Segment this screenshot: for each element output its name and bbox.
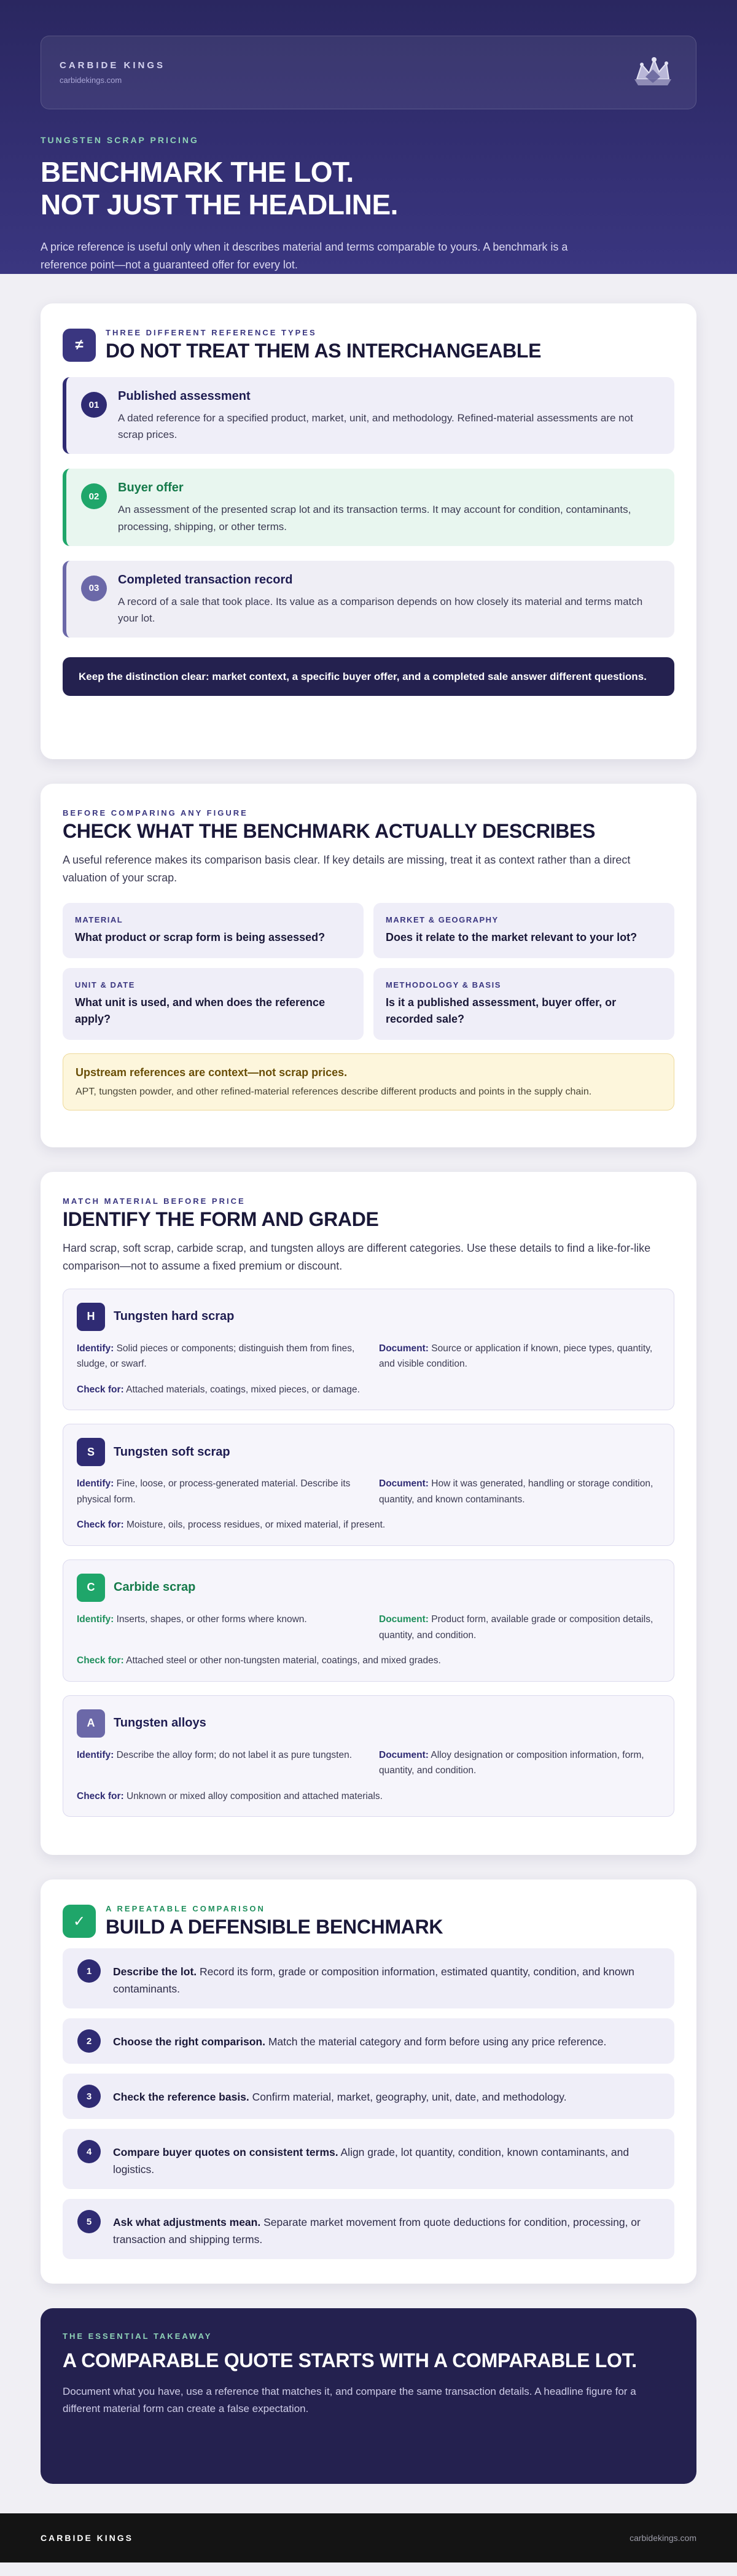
reference-type-title: Buyer offer: [118, 481, 184, 495]
document-text: Alloy designation or composition information, form, quantity, and condition.: [379, 1749, 644, 1776]
form-details: [77, 1747, 661, 1779]
takeaway-eyebrow: THE ESSENTIAL TAKEAWAY: [63, 2332, 213, 2341]
letter-badge: S: [77, 1438, 105, 1466]
form-check: [77, 1653, 661, 1669]
form-document: [379, 1341, 661, 1372]
document-label: Document:: [379, 1749, 429, 1760]
form-identify: [77, 1476, 359, 1507]
form-details: [77, 1612, 661, 1643]
not-equal-icon: ≠: [63, 329, 96, 362]
card-eyebrow: A REPEATABLE COMPARISON: [106, 1904, 265, 1913]
tile-question: What unit is used, and when does the reference apply?: [75, 996, 326, 1025]
step-text: [113, 2033, 606, 2050]
form-document: [379, 1747, 661, 1779]
form-document: [379, 1612, 661, 1643]
identify-text: Describe the alloy form; do not label it as pure tungsten.: [116, 1749, 352, 1760]
benchmark-card: [41, 784, 696, 1147]
step-item: [63, 2074, 674, 2119]
form-header: [77, 1709, 661, 1738]
hero-eyebrow: TUNGSTEN SCRAP PRICING: [41, 135, 199, 145]
step-item: [63, 2129, 674, 2189]
step-body: Record its form, grade or composition information, estimated quantity, condition, and known contaminants.: [113, 1965, 634, 1995]
step-text: [113, 2088, 567, 2106]
number-badge: 01: [81, 392, 107, 418]
form-identify: [77, 1747, 359, 1779]
form-header: [77, 1438, 661, 1466]
identify-label: Identify:: [77, 1343, 114, 1354]
check-text: Attached steel or other non-tungsten material, coatings, and mixed grades.: [126, 1655, 441, 1666]
number-badge: 02: [81, 483, 107, 509]
document-label: Document:: [379, 1343, 429, 1354]
tile-label: METHODOLOGY & BASIS: [386, 980, 501, 989]
tile-question: What product or scrap form is being assessed?: [75, 931, 326, 943]
benchmark-tile-material: [63, 903, 364, 958]
benchmark-tile-unit-date: [63, 968, 364, 1040]
footer-brand: CARBIDE KINGS: [41, 2533, 134, 2543]
card-lead: A useful reference makes its comparison basis clear. If key details are missing, treat it as context rather than a direct valuation of your scrap.: [63, 854, 631, 884]
form-item-tungsten-alloys: [63, 1695, 674, 1817]
step-lead: Describe the lot.: [113, 1965, 197, 1978]
card-eyebrow: MATCH MATERIAL BEFORE PRICE: [63, 1196, 246, 1206]
identify-text: Solid pieces or components; distinguish them from fines, sludge, or swarf.: [77, 1343, 355, 1370]
reference-type-text: A dated reference for a specified product, market, unit, and methodology. Refined-material assessments are not scrap prices.: [118, 412, 633, 441]
tile-question: Is it a published assessment, buyer offer, or recorded sale?: [386, 996, 617, 1025]
step-item: [63, 1948, 674, 2008]
step-text: [113, 1963, 660, 1997]
takeaway-section: [41, 2308, 696, 2484]
brand-url[interactable]: carbidekings.com: [60, 76, 122, 85]
tile-question: Does it relate to the market relevant to your lot?: [386, 931, 638, 943]
brand-bar: [41, 36, 696, 109]
tile-label: MARKET & GEOGRAPHY: [386, 915, 499, 924]
form-title: Tungsten soft scrap: [114, 1445, 230, 1459]
benchmark-grid: [63, 903, 674, 1040]
check-label: Check for:: [77, 1655, 124, 1666]
identify-text: Fine, loose, or process-generated material. Describe its physical form.: [77, 1478, 351, 1505]
card-header: [63, 1904, 674, 1938]
letter-badge: C: [77, 1574, 105, 1602]
step-lead: Choose the right comparison.: [113, 2035, 265, 2048]
step-lead: Compare buyer quotes on consistent terms.: [113, 2146, 338, 2158]
footer: [0, 2513, 737, 2562]
form-title: Tungsten alloys: [114, 1716, 206, 1730]
warning-title: Upstream references are context—not scrap prices.: [76, 1066, 348, 1079]
form-title: Carbide scrap: [114, 1580, 196, 1594]
upstream-warning: [63, 1053, 674, 1110]
step-body: Separate market movement from quote deductions for condition, processing, or transaction and shipping terms.: [113, 2216, 641, 2246]
step-number: 1: [77, 1959, 101, 1983]
card-eyebrow: THREE DIFFERENT REFERENCE TYPES: [106, 328, 317, 337]
check-label: Check for:: [77, 1384, 124, 1395]
check-text: Attached materials, coatings, mixed pieces, or damage.: [126, 1384, 360, 1395]
steps-card: [41, 1879, 696, 2284]
identify-label: Identify:: [77, 1749, 114, 1760]
identify-text: Inserts, shapes, or other forms where known.: [116, 1614, 307, 1625]
step-item: [63, 2018, 674, 2064]
document-text: Source or application if known, piece types, quantity, and visible condition.: [379, 1343, 653, 1370]
hero-title-line-1: BENCHMARK THE LOT.: [41, 156, 354, 188]
check-label: Check for:: [77, 1520, 124, 1531]
step-number: 5: [77, 2210, 101, 2233]
brand-name: CARBIDE KINGS: [60, 60, 166, 71]
form-check: [77, 1789, 661, 1805]
checkmark-icon: ✓: [63, 1905, 96, 1938]
step-number: 4: [77, 2140, 101, 2163]
step-body: Confirm material, market, geography, unit, date, and methodology.: [249, 2091, 567, 2103]
reference-type-title: Published assessment: [118, 389, 251, 403]
card-title: IDENTIFY THE FORM AND GRADE: [63, 1208, 379, 1230]
step-number: 2: [77, 2029, 101, 2053]
card-header: [63, 328, 674, 362]
form-title: Tungsten hard scrap: [114, 1309, 235, 1324]
check-text: Unknown or mixed alloy composition and attached materials.: [126, 1790, 383, 1801]
benchmark-tile-methodology: [373, 968, 674, 1040]
form-document: [379, 1476, 661, 1507]
card-lead: Hard scrap, soft scrap, carbide scrap, and tungsten alloys are different categories. Use these details to find a like-for-like comparison—not to assume a fixed premium or discount.: [63, 1242, 651, 1272]
step-lead: Ask what adjustments mean.: [113, 2216, 261, 2228]
check-text: Moisture, oils, process residues, or mixed material, if present.: [126, 1520, 386, 1531]
document-text: How it was generated, handling or storage condition, quantity, and known contaminants.: [379, 1478, 653, 1505]
hero-section: [0, 0, 737, 274]
hero-subtitle: A price reference is useful only when it describes material and terms comparable to yours. A benchmark is a reference point—not a guaranteed offer for every lot.: [41, 240, 568, 271]
step-text: [113, 2144, 660, 2178]
document-label: Document:: [379, 1478, 429, 1489]
warning-text: APT, tungsten powder, and other refined-material references describe different products and points in the supply chain.: [76, 1086, 592, 1097]
tile-label: UNIT & DATE: [75, 980, 135, 989]
reference-types-card: [41, 303, 696, 759]
step-lead: Check the reference basis.: [113, 2091, 249, 2103]
form-identify: [77, 1341, 359, 1372]
step-text: [113, 2214, 660, 2248]
form-item-carbide-scrap: [63, 1559, 674, 1682]
reference-type-item: [63, 469, 674, 545]
card-title: DO NOT TREAT THEM AS INTERCHANGEABLE: [106, 340, 542, 362]
form-details: [77, 1476, 661, 1507]
tile-label: MATERIAL: [75, 915, 123, 924]
form-item-soft-scrap: [63, 1424, 674, 1546]
crown-icon: [628, 52, 677, 93]
step-number: 3: [77, 2085, 101, 2108]
material-forms-card: [41, 1172, 696, 1855]
hero-title-line-2: NOT JUST THE HEADLINE.: [41, 188, 398, 221]
identify-label: Identify:: [77, 1614, 114, 1625]
check-label: Check for:: [77, 1790, 124, 1801]
reference-type-item: [63, 377, 674, 454]
step-body: Match the material category and form before using any price reference.: [265, 2035, 607, 2048]
card-title: CHECK WHAT THE BENCHMARK ACTUALLY DESCRIBES: [63, 820, 596, 842]
step-item: [63, 2199, 674, 2259]
takeaway-title: A COMPARABLE QUOTE STARTS WITH A COMPARABLE LOT.: [63, 2349, 637, 2371]
reference-type-text: An assessment of the presented scrap lot and its transaction terms. It may account for condition, contaminants, processing, shipping, or other terms.: [118, 504, 631, 533]
form-item-hard-scrap: [63, 1289, 674, 1411]
form-check: [77, 1382, 661, 1398]
identify-label: Identify:: [77, 1478, 114, 1489]
card-eyebrow: BEFORE COMPARING ANY FIGURE: [63, 808, 248, 818]
footer-url[interactable]: carbidekings.com: [630, 2533, 696, 2543]
letter-badge: A: [77, 1709, 105, 1738]
distinction-note: Keep the distinction clear: market context, a specific buyer offer, and a completed sale answer different questions.: [63, 657, 674, 696]
step-body: Align grade, lot quantity, condition, known contaminants, and logistics.: [113, 2146, 630, 2176]
takeaway-text: Document what you have, use a reference that matches it, and compare the same transaction details. A headline figure for a different material form can create a false expectation.: [63, 2386, 636, 2415]
hero-title: [41, 156, 696, 221]
document-text: Product form, available grade or composition details, quantity, and condition.: [379, 1614, 653, 1641]
form-details: [77, 1341, 661, 1372]
letter-badge: H: [77, 1303, 105, 1331]
card-title: BUILD A DEFENSIBLE BENCHMARK: [106, 1916, 443, 1938]
form-check: [77, 1517, 661, 1533]
brand-block: [60, 60, 165, 85]
benchmark-tile-market: [373, 903, 674, 958]
document-label: Document:: [379, 1614, 429, 1625]
form-header: [77, 1574, 661, 1602]
reference-type-text: A record of a sale that took place. Its value as a comparison depends on how closely its material and terms match your lot.: [118, 595, 643, 624]
number-badge: 03: [81, 576, 107, 601]
form-identify: [77, 1612, 359, 1643]
form-header: [77, 1303, 661, 1331]
reference-type-item: [63, 561, 674, 638]
reference-type-title: Completed transaction record: [118, 572, 293, 587]
